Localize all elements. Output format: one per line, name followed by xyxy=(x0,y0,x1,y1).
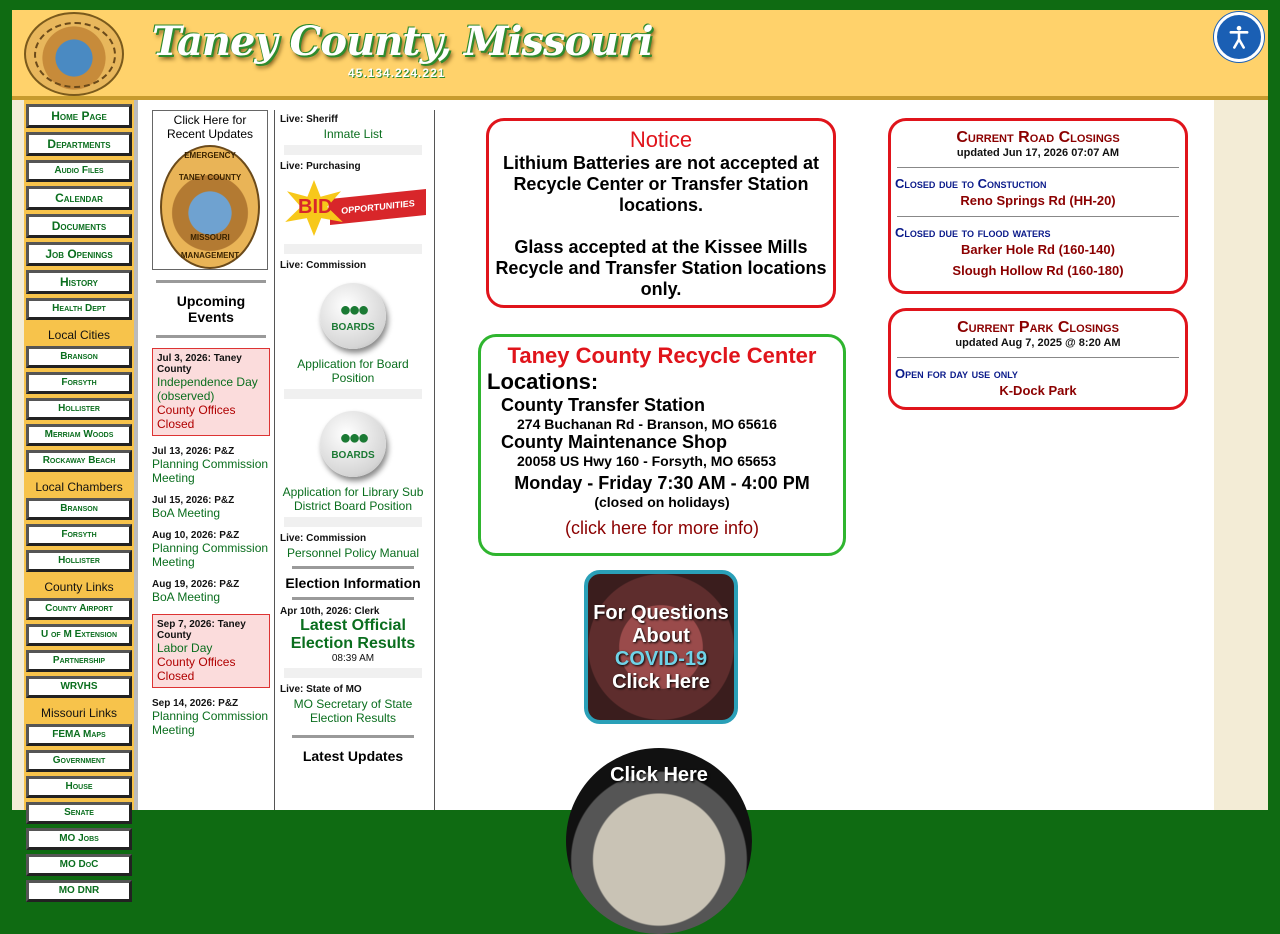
recycle-holiday-note: (closed on holidays) xyxy=(594,494,730,510)
page-frame xyxy=(12,10,1268,896)
nav-fema-maps[interactable]: FEMA Maps xyxy=(26,724,132,746)
events-list xyxy=(152,348,270,737)
live-sheriff-label: Live: Sheriff xyxy=(280,114,338,125)
live-commission-label: Live: Commission xyxy=(280,260,367,271)
election-info-heading: Election Information xyxy=(285,575,421,591)
location-1-name: County Transfer Station xyxy=(501,395,706,415)
events-column xyxy=(152,110,270,737)
boards-label: BOARDS xyxy=(331,450,375,461)
event-item[interactable] xyxy=(152,579,270,604)
seal-text-top: EMERGENCY xyxy=(184,151,236,160)
recycle-hours: Monday - Friday 7:30 AM - 4:00 PM xyxy=(514,473,810,493)
spacer xyxy=(284,145,422,155)
library-boards-button[interactable] xyxy=(320,411,386,477)
boards-button[interactable] xyxy=(320,283,386,349)
road-updated: updated Jun 17, 2026 07:07 AM xyxy=(956,147,1120,159)
event-title[interactable]: Planning Commission Meeting xyxy=(152,457,269,485)
personnel-policy-link[interactable]: Personnel Policy Manual xyxy=(286,546,420,560)
event-item[interactable] xyxy=(152,348,270,436)
nav-history[interactable]: History xyxy=(26,270,132,294)
nav-documents[interactable]: Documents xyxy=(26,214,132,238)
nav-city-merriam-woods[interactable]: Merriam Woods xyxy=(26,424,132,446)
event-item[interactable] xyxy=(152,698,270,737)
event-date: Sep 7, 2026: Taney County xyxy=(157,619,246,641)
divider xyxy=(156,335,266,338)
column-divider xyxy=(274,110,275,810)
event-title[interactable]: Labor Day xyxy=(157,641,213,655)
upcoming-events-heading: Upcoming Events xyxy=(176,293,246,325)
secondary-click-here-button[interactable] xyxy=(566,748,752,934)
divider xyxy=(292,566,414,569)
nav-chamber-forsyth[interactable]: Forsyth xyxy=(26,524,132,546)
nav-group-local-cities: Local Cities xyxy=(47,328,111,342)
spacer xyxy=(284,517,422,527)
covid-line-1: For Questions xyxy=(593,602,729,624)
library-board-application-link[interactable]: Application for Library Sub District Board Position xyxy=(282,485,424,513)
nav-um-extension[interactable]: U of M Extension xyxy=(26,624,132,646)
people-icon: ●●● xyxy=(339,427,367,449)
nav-mo-dnr[interactable]: MO DNR xyxy=(26,880,132,902)
event-date: Jul 15, 2026: P&Z xyxy=(152,495,235,506)
divider xyxy=(897,216,1179,217)
divider xyxy=(292,735,414,738)
park-updated: updated Aug 7, 2025 @ 8:20 AM xyxy=(955,337,1121,349)
event-date: Aug 10, 2026: P&Z xyxy=(152,530,240,541)
election-date-label: Apr 10th, 2026: Clerk xyxy=(280,606,380,617)
nav-house[interactable]: House xyxy=(26,776,132,798)
event-item[interactable] xyxy=(152,530,270,569)
nav-mo-doc[interactable]: MO DoC xyxy=(26,854,132,876)
emergency-management-seal[interactable] xyxy=(160,145,260,269)
nav-partnership[interactable]: Partnership xyxy=(26,650,132,672)
seal-text-mid: TANEY COUNTY xyxy=(178,173,242,182)
latest-election-results-link[interactable]: Latest Official Election Results xyxy=(290,617,416,652)
seal-text-base: MANAGEMENT xyxy=(180,251,240,260)
nav-city-forsyth[interactable]: Forsyth xyxy=(26,372,132,394)
live-purchasing-label: Live: Purchasing xyxy=(280,161,361,172)
event-item[interactable] xyxy=(152,446,270,485)
event-closed-note: County Offices Closed xyxy=(157,655,236,683)
board-application-link[interactable]: Application for Board Position xyxy=(297,357,409,385)
inmate-list-link[interactable]: Inmate List xyxy=(323,127,383,141)
nav-health-dept[interactable]: Health Dept xyxy=(26,298,132,320)
nav-group-missouri-links: Missouri Links xyxy=(40,706,118,720)
recycle-title[interactable]: Taney County Recycle Center xyxy=(507,343,817,368)
road-item: Reno Springs Rd (HH-20) xyxy=(960,193,1116,208)
location-2-address: 20058 US Hwy 160 - Forsyth, MO 65653 xyxy=(517,453,777,469)
covid-info-button[interactable] xyxy=(584,570,738,724)
park-closings-box xyxy=(888,308,1188,410)
spacer xyxy=(284,244,422,254)
notice-body-2: Glass accepted at the Kissee Mills Recycle and Transfer Station locations only. xyxy=(495,237,827,299)
road-closings-title[interactable]: Current Road Closings xyxy=(956,129,1120,146)
park-reason: Open for day use only xyxy=(895,366,1018,381)
live-state-label: Live: State of MO xyxy=(280,684,362,695)
nav-calendar[interactable]: Calendar xyxy=(26,186,132,210)
road-reason-construction: Closed due to Constuction xyxy=(895,176,1047,191)
event-title[interactable]: Planning Commission Meeting xyxy=(152,709,269,737)
nav-city-hollister[interactable]: Hollister xyxy=(26,398,132,420)
divider xyxy=(897,357,1179,358)
seal-ring xyxy=(34,22,116,88)
event-date: Sep 14, 2026: P&Z xyxy=(152,698,239,709)
location-1-address: 274 Buchanan Rd - Branson, MO 65616 xyxy=(517,416,777,432)
spacer xyxy=(284,668,422,678)
nav-group-local-chambers: Local Chambers xyxy=(35,480,123,494)
nav-chamber-branson[interactable]: Branson xyxy=(26,498,132,520)
event-item[interactable] xyxy=(152,495,270,520)
accessibility-icon xyxy=(1225,23,1253,51)
divider xyxy=(292,597,414,600)
nav-job-openings[interactable]: Job Openings xyxy=(26,242,132,266)
live-commission-label-2: Live: Commission xyxy=(280,533,367,544)
divider xyxy=(156,280,266,283)
sos-results-link[interactable]: MO Secretary of State Election Results xyxy=(293,697,413,725)
site-header xyxy=(12,10,1268,100)
county-seal-logo[interactable] xyxy=(24,12,124,96)
click-here-label: Click Here xyxy=(610,764,708,786)
nav-wrvhs[interactable]: WRVHS xyxy=(26,676,132,698)
boards-label: BOARDS xyxy=(331,322,375,333)
road-reason-flood: Closed due to flood waters xyxy=(895,225,1051,240)
nav-city-branson[interactable]: Branson xyxy=(26,346,132,368)
results-time: 08:39 AM xyxy=(331,653,375,664)
event-date: Jul 3, 2026: Taney County xyxy=(157,353,242,375)
nav-county-airport[interactable]: County Airport xyxy=(26,598,132,620)
event-date: Aug 19, 2026: P&Z xyxy=(152,579,240,590)
recycle-center-box[interactable] xyxy=(478,334,846,556)
bid-opportunities-banner[interactable] xyxy=(280,176,426,240)
divider xyxy=(897,167,1179,168)
seal-text-bottom: MISSOURI xyxy=(190,233,230,242)
ip-address: 45.134.224.221 xyxy=(348,66,446,80)
notice-box xyxy=(486,118,836,308)
event-title[interactable]: BoA Meeting xyxy=(152,590,221,604)
column-divider xyxy=(434,110,435,810)
notice-body-1: Lithium Batteries are not accepted at Recycle Center or Transfer Station locations. xyxy=(502,153,820,215)
covid-line-4: Click Here xyxy=(612,671,710,693)
nav-senate[interactable]: Senate xyxy=(26,802,132,824)
nav-group-county-links: County Links xyxy=(44,580,114,594)
event-title[interactable]: BoA Meeting xyxy=(152,506,221,520)
nav-departments[interactable]: Departments xyxy=(26,132,132,156)
road-item: Barker Hole Rd (160-140) xyxy=(961,242,1115,257)
nav-government[interactable]: Government xyxy=(26,750,132,772)
accessibility-button[interactable] xyxy=(1214,12,1264,62)
location-2-name: County Maintenance Shop xyxy=(501,432,728,452)
covid-line-2: About xyxy=(632,625,690,647)
nav-chamber-hollister[interactable]: Hollister xyxy=(26,550,132,572)
event-title[interactable]: Planning Commission Meeting xyxy=(152,541,269,569)
nav-city-rockaway-beach[interactable]: Rockaway Beach xyxy=(26,450,132,472)
road-closings-box xyxy=(888,118,1188,294)
event-item[interactable] xyxy=(152,614,270,688)
park-item: K-Dock Park xyxy=(999,383,1077,398)
covid-line-3: COVID-19 xyxy=(614,648,708,670)
spacer xyxy=(284,389,422,399)
nav-home[interactable]: Home Page xyxy=(26,104,132,128)
bid-text: BID xyxy=(298,196,333,218)
locations-heading: Locations: xyxy=(487,369,599,394)
event-date: Jul 13, 2026: P&Z xyxy=(152,446,235,457)
bid-ribbon: OPPORTUNITIES xyxy=(330,189,426,225)
recent-updates-label[interactable]: Click Here for Recent Updates xyxy=(166,113,254,141)
park-closings-title[interactable]: Current Park Closings xyxy=(957,319,1119,336)
latest-updates-heading: Latest Updates xyxy=(302,748,404,764)
people-icon: ●●● xyxy=(339,299,367,321)
notice-title: Notice xyxy=(629,127,693,152)
recycle-more-info-link[interactable]: (click here for more info) xyxy=(564,518,760,538)
nav-audio-files[interactable]: Audio Files xyxy=(26,160,132,182)
site-title[interactable]: Taney County, Missouri xyxy=(152,18,653,65)
spacer xyxy=(489,216,833,237)
event-closed-note: County Offices Closed xyxy=(157,403,236,431)
links-column xyxy=(280,114,426,764)
event-title[interactable]: Independence Day (observed) xyxy=(157,375,258,403)
recent-updates-box[interactable] xyxy=(152,110,268,270)
nav-mo-jobs[interactable]: MO Jobs xyxy=(26,828,132,850)
road-item: Slough Hollow Rd (160-180) xyxy=(952,263,1124,278)
left-nav xyxy=(24,100,134,896)
